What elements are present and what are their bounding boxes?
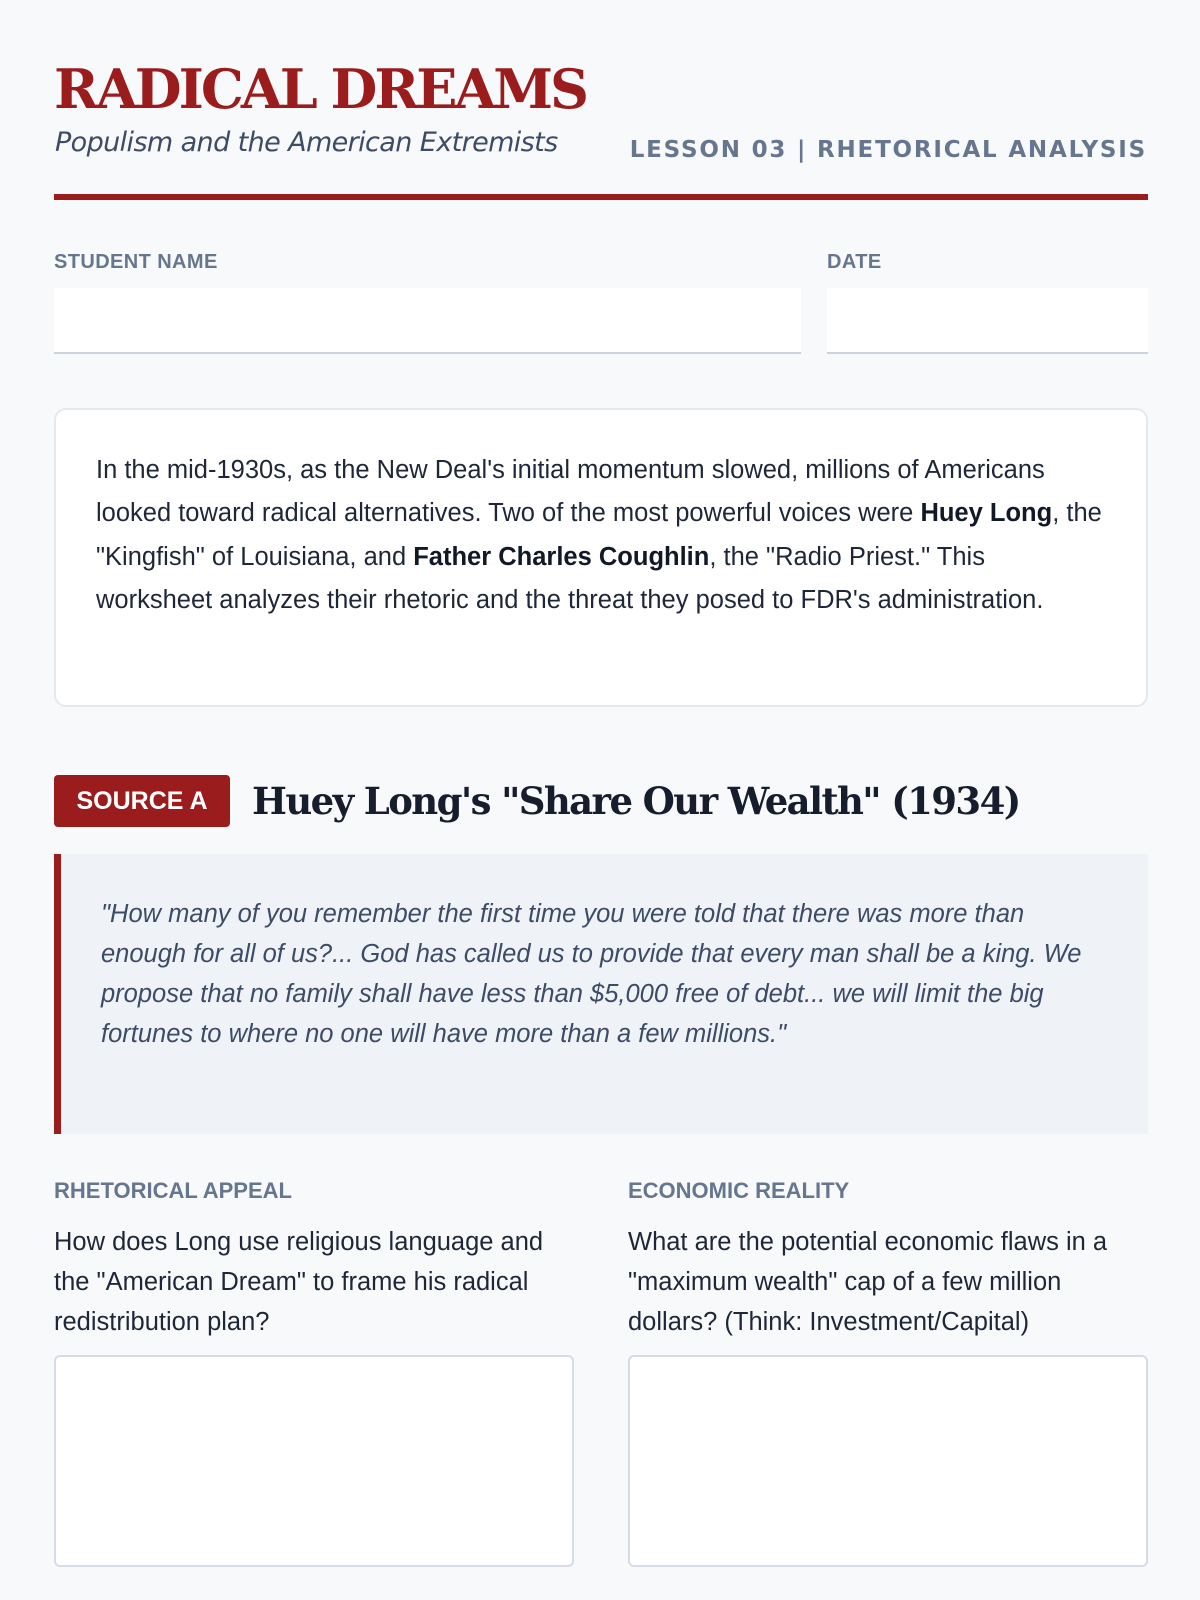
intro-name-huey-long: Huey Long — [920, 499, 1053, 528]
rhetorical-appeal-prompt: How does Long use religious language and the "American Dream" to frame his radical redistribution plan? — [54, 1228, 544, 1336]
source-a-quote-text: "How many of you remember the first time you were told that there was more than enough for all of us?... God has called us to provide that every man shall be a king. We propose that no family shall have less than $5,000 free of debt... we will limit the big fortunes to where no one will have more than a few millions." — [101, 900, 1082, 1048]
economic-reality-label: ECONOMIC REALITY — [628, 1178, 850, 1203]
student-name-input[interactable] — [54, 288, 801, 354]
intro-text-part-2: , the "Kingfish" of Louisiana, and — [96, 499, 1102, 571]
intro-paragraph — [96, 449, 1108, 623]
worksheet-title: RADICAL DREAMS — [54, 57, 587, 121]
intro-name-father-coughlin: Father Charles Coughlin — [413, 542, 710, 571]
intro-text-part-3: , the "Radio Priest." This worksheet analyzes their rhetoric and the threat they posed to FDR's administration. — [96, 542, 1044, 615]
date-input[interactable] — [827, 288, 1148, 354]
header-divider — [54, 194, 1148, 200]
source-a-title: Huey Long's "Share Our Wealth" (1934) — [252, 779, 1020, 823]
rhetorical-appeal-answer-box[interactable] — [54, 1355, 574, 1567]
economic-reality-prompt: What are the potential economic flaws in a "maximum wealth" cap of a few million dollars? (Think: Investment/Capital) — [628, 1228, 1108, 1336]
lesson-tag: LESSON 03 | RHETORICAL ANALYSIS — [629, 137, 1147, 163]
date-label: DATE — [827, 251, 882, 273]
source-a-badge: SOURCE A — [54, 775, 230, 827]
worksheet-subtitle: Populism and the American Extremists — [55, 127, 558, 158]
intro-box — [54, 408, 1148, 707]
source-a-quote — [54, 854, 1148, 1134]
intro-text-part-1: In the mid-1930s, as the New Deal's initial momentum slowed, millions of Americans looked toward radical alternatives. Two of the most powerful voices were — [96, 456, 1045, 528]
rhetorical-appeal-label: RHETORICAL APPEAL — [54, 1178, 292, 1203]
economic-reality-answer-box[interactable] — [628, 1355, 1148, 1567]
student-name-label: STUDENT NAME — [54, 251, 218, 273]
